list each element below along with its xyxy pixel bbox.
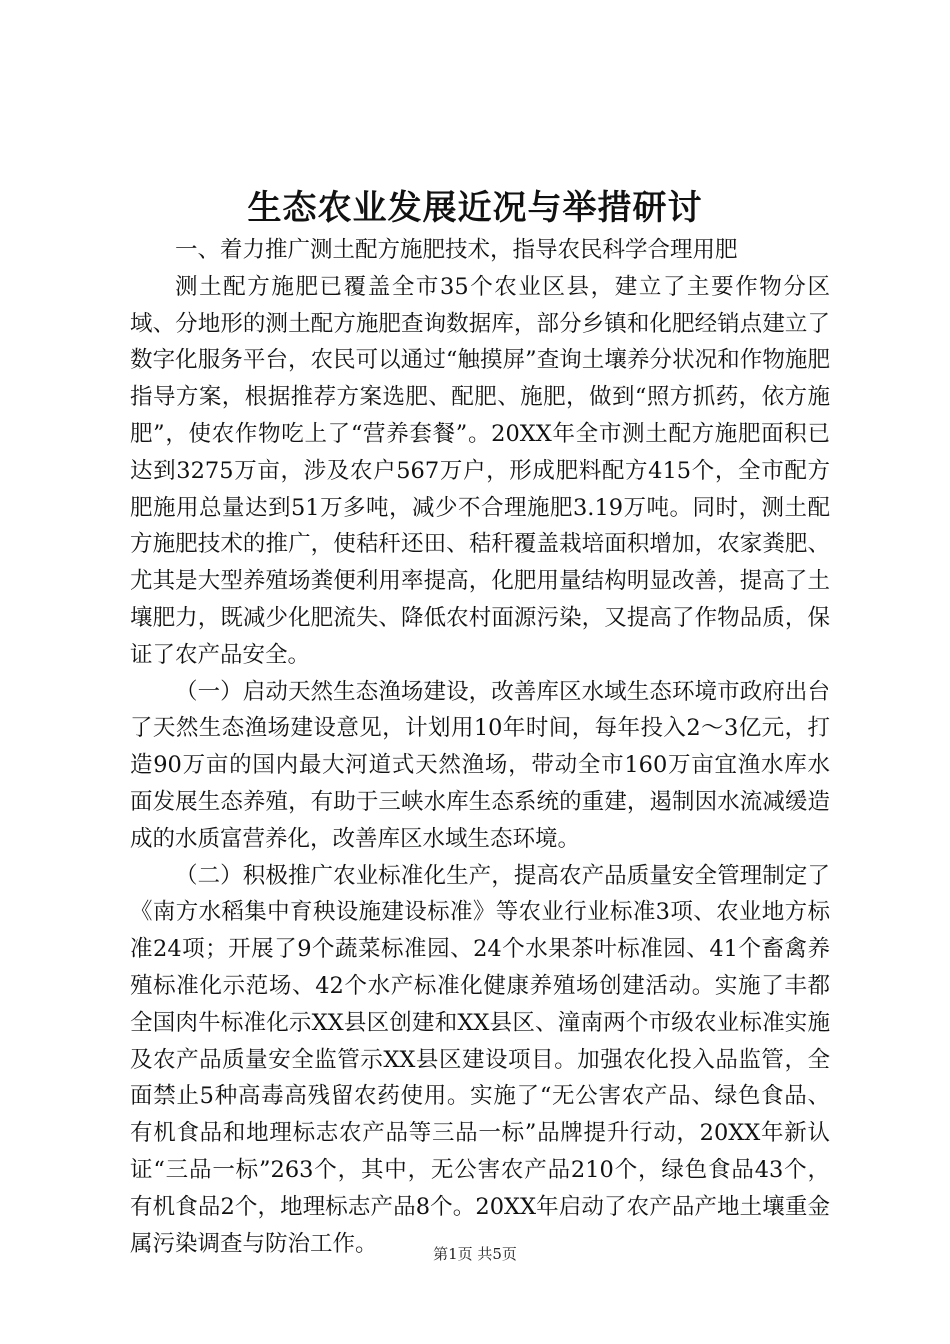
page-footer: 第1页 共5页 [433,1245,517,1263]
section-heading-1: 一、着力推广测土配方施肥技术，指导农民科学合理用肥 [175,237,738,263]
paragraph-ecological-fishery: （一）启动天然生态渔场建设，改善库区水域生态环境市政府出台了天然生态渔场建设意见，计划用10年时间，每年投入2～3亿元，打造90万亩的国内最大河道式天然渔场，带动全市160万亩宜渔水库水面发展生态养殖，有助于三峡水库生态系统的重建，遏制因水流减缓造成的水质富营养化，改善库区水域生态环境。 [130,678,830,852]
paragraph-agricultural-standardization: （二）积极推广农业标准化生产，提高农产品质量安全管理制定了《南方水稻集中育秧设施建设标准》等农业行业标准3项、农业地方标准24项；开展了9个蔬菜标准园、24个水果茶叶标准园、41个畜禽养殖标准化示范场、42个水产标准化健康养殖场创建活动。实施了丰都全国肉牛标准化示XX县区创建和XX县区、潼南两个市级农业标准实施及农产品质量安全监管示XX县区建设项目。加强农化投入品监管，全面禁止5种高毒高残留农药使用。实施了“无公害农产品、绿色食品、有机食品和地理标志农产品等三品一标”品牌提升行动，20XX年新认证“三品一标”263个，其中，无公害农产品210个，绿色食品43个，有机食品2个，地理标志产品8个。20XX年启动了农产品产地土壤重金属污染调查与防治工作。 [130,862,830,1257]
document-title: 生态农业发展近况与举措研讨 [247,188,703,228]
paragraph-soil-testing: 测土配方施肥已覆盖全市35个农业区县，建立了主要作物分区域、分地形的测土配方施肥查询数据库，部分乡镇和化肥经销点建立了数字化服务平台，农民可以通过“触摸屏”查询土壤养分状况和作物施肥指导方案，根据推荐方案选肥、配肥、施肥，做到“照方抓药，依方施肥”，使农作物吃上了“营养套餐”。20XX年全市测土配方施肥面积已达到3275万亩，涉及农户567万户，形成肥料配方415个，全市配方肥施用总量达到51万多吨，减少不合理施肥3.19万吨。同时，测土配方施肥技术的推广，使秸秆还田、秸秆覆盖栽培面积增加，农家粪肥、尤其是大型养殖场粪便利用率提高，化肥用量结构明显改善，提高了土壤肥力，既减少化肥流失、降低农村面源污染，又提高了作物品质，保证了农产品安全。 [130,273,830,668]
document-body [130,232,830,1262]
